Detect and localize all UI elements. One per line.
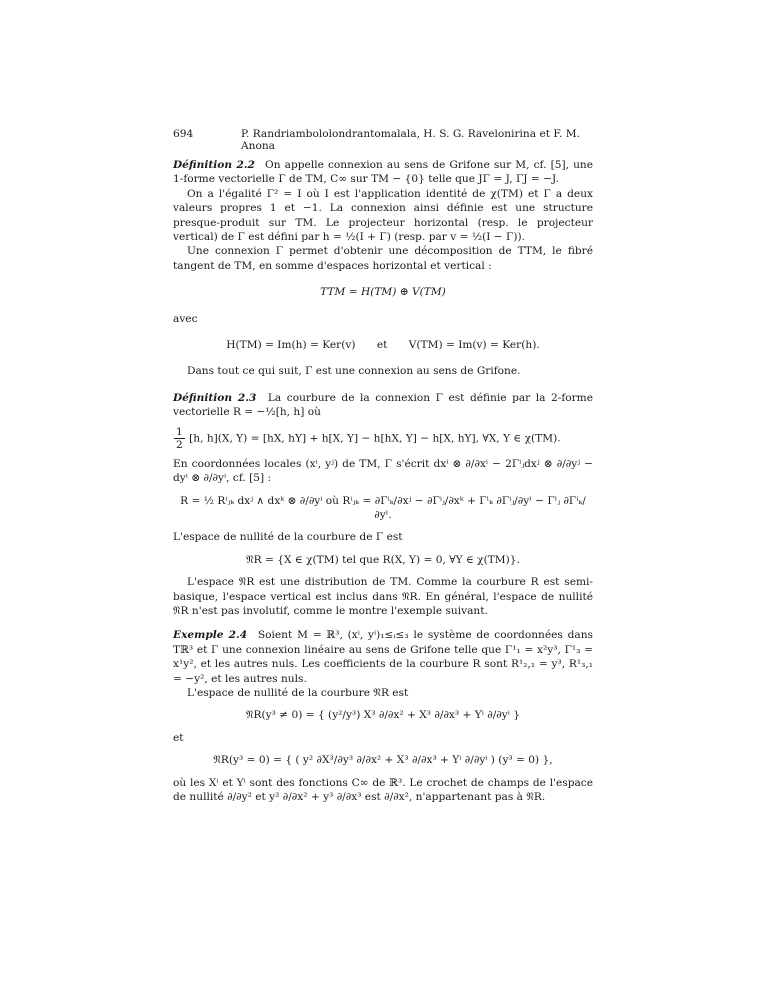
example-2-4	[173, 628, 593, 686]
definition-text: On appelle connexion au sens de Grifone sur M, cf. [5], une 1-forme vectorielle Γ de TM, C∞ sur TM − {0} telle que JΓ = J, ΓJ = −J.	[173, 159, 593, 186]
equation-nullity: 𝔑R = {X ∈ χ(TM) tel que R(X, Y) = 0, ∀Y ∈ χ(TM)}.	[246, 553, 520, 566]
equation-ttm: TTM = H(TM) ⊕ V(TM)	[320, 286, 446, 299]
equation-horizontal-vertical: H(TM) = Im(h) = Ker(v) et V(TM) = Im(v) = Ker(h).	[226, 339, 540, 352]
definition-2-3	[173, 391, 593, 420]
text-avec: avec	[173, 312, 198, 325]
example-label: Exemple 2.4	[173, 629, 248, 642]
definition-label: Définition 2.2	[173, 159, 255, 171]
text-et: et	[173, 731, 184, 744]
page-body	[173, 158, 593, 804]
page-number: 694	[173, 128, 194, 140]
paragraph-final: où les Xⁱ et Yⁱ sont des fonctions C∞ de ℝ³. Le crochet de champs de l'espace de nullité ∂/∂y² et y² ∂/∂x² + y³ ∂/∂x³ est ∂/∂x², n'appartenant pas à 𝔑R.	[173, 776, 593, 803]
definition-label: Définition 2.3	[173, 391, 257, 404]
definition-text: La courbure de la connexion Γ est définie par la 2-forme vectorielle R = −½[h, h] où	[173, 391, 593, 419]
paragraph-coordinates: En coordonnées locales (xⁱ, yʲ) de TM, Γ s'écrit dxⁱ ⊗ ∂/∂xⁱ − 2Γⁱⱼdxʲ ⊗ ∂/∂yʲ − dyⁱ ⊗ ∂/∂yⁱ, cf. [5] :	[173, 457, 593, 485]
paragraph: Une connexion Γ permet d'obtenir une décomposition de TTM, le fibré tangent de TM, en somme d'espaces horizontal et vertical :	[173, 245, 593, 272]
definition-2-2	[173, 158, 593, 187]
paragraph: Dans tout ce qui suit, Γ est une connexion au sens de Grifone.	[187, 365, 521, 378]
running-authors: P. Randriambololondrantomalala, H. S. G. Ravelonirina et F. M. Anona	[241, 128, 580, 152]
equation-curvature: R = ½ Rⁱⱼₖ dxʲ ∧ dxᵏ ⊗ ∂/∂yⁱ où Rⁱⱼₖ = ∂Γⁱₖ/∂xʲ − ∂Γⁱⱼ/∂xᵏ + Γˡₖ ∂Γⁱⱼ/∂yˡ − Γˡⱼ ∂Γⁱₖ/∂yˡ.	[180, 494, 586, 521]
example-text: Soient M = ℝ³, (xⁱ, yⁱ)₁≤ᵢ≤₃ le système de coordonnées dans Tℝ³ et Γ une connexion linéaire au sens de Grifone telle que Γ¹₁ = x²y³, Γ¹₃ = x¹y², et les autres nuls. Les coefficients de la courbure R sont R¹₂,₁ = y³, R¹₃,₁ = −y², et les autres nuls.	[173, 629, 593, 685]
paragraph: L'espace de nullité de la courbure 𝔑R est	[187, 686, 409, 699]
equation-nullity-nonzero: 𝔑R(y³ ≠ 0) = { (y²/y³) X³ ∂/∂x² + X³ ∂/∂x³ + Yⁱ ∂/∂yⁱ }	[245, 709, 520, 722]
paragraph: L'espace 𝔑R est une distribution de TM. Comme la courbure R est semi-basique, l'espace vertical est inclus dans 𝔑R. En général, l'espace de nullité 𝔑R n'est pas involutif, comme le montre l'exemple suivant.	[173, 576, 593, 617]
paragraph: L'espace de nullité de la courbure de Γ est	[173, 531, 403, 544]
equation-nullity-zero: 𝔑R(y³ = 0) = { ( y² ∂X³/∂y³ ∂/∂x² + X³ ∂/∂x³ + Yⁱ ∂/∂yⁱ ) (y³ = 0) },	[213, 754, 553, 767]
paragraph: On a l'égalité Γ² = I où I est l'application identité de χ(TM) et Γ a deux valeurs propres 1 et −1. La connexion ainsi définie est une structure presque-produit sur TM. Le projecteur horizontal (resp. le projecteur vertical) de Γ est défini par h = ½(I + Γ) (resp. par v = ½(I − Γ)).	[173, 187, 593, 244]
equation-bracket: $\frac{1}{2}$ [h, h](X, Y) = [hX, hY] + h[X, Y] − h[hX, Y] − h[X, hY], ∀X, Y ∈ χ(TM).	[176, 425, 561, 451]
